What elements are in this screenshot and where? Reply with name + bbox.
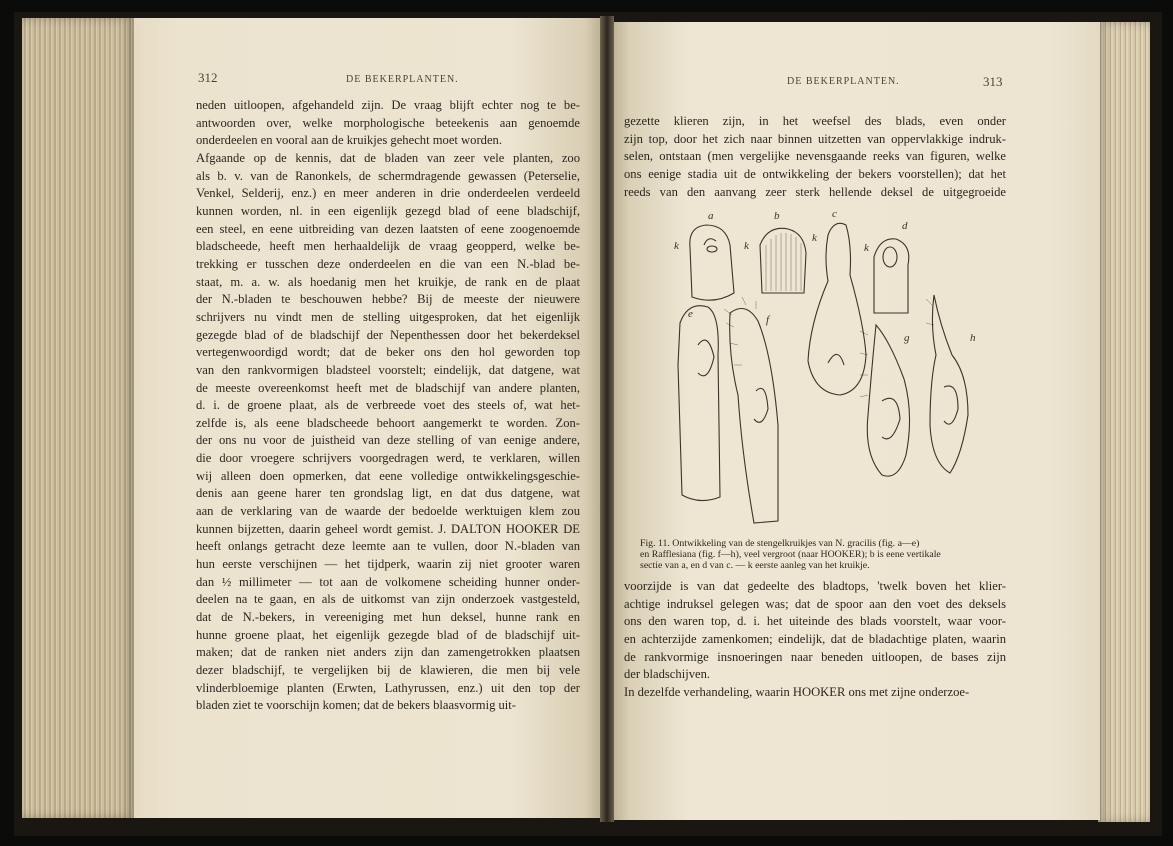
text-line: voorzijde is van dat gedeelte des bladtops, 'twelk boven het klier- <box>624 579 1006 593</box>
text-line: ons eenige stadia uit de ontwikkeling der bekers voorstellen); dat het <box>624 166 1006 181</box>
text-line: denis aan geene harer ten grondslag ligt, en dat dus datgene, wat <box>196 486 580 501</box>
right-running-head: DE BEKERPLANTEN. <box>787 76 900 87</box>
text-line: die door vroegere schrijvers voorgedragen werd, te verklaren, willen <box>196 451 580 466</box>
right-body-text-bottom <box>624 578 1006 702</box>
text-line: staat, m. a. w. als hoedanig men het kruikje, de rank en de plaat <box>196 274 580 289</box>
text-line: de meeste overeenkomst heeft met de bladschijf van andere planten, <box>196 380 580 395</box>
text-line: vlinderbloemige planten (Erwten, Lathyrussen, enz.) uit den top der <box>196 680 580 695</box>
text-line: wij alleen doen opmerken, dat eene volledige ontwikkelingsgeschie- <box>196 468 580 483</box>
text-line: kunnen worden, nl. in een eigenlijk gezegd blad of eene bladschijf, <box>196 203 580 218</box>
text-line: bladen ziet te voorschijn komen; dat de bekers blaasvormig uit- <box>196 698 516 713</box>
text-line: heeft onlangs getracht deze leemte aan te vullen, door N.-bladen van <box>196 539 580 554</box>
text-line: d. i. de groene plaat, als de verbreede voet des steels of, wat het- <box>196 398 580 413</box>
fig-label-a: a <box>708 210 714 222</box>
text-line: als b. v. van de Ranonkels, de schermdragende gewassen (Peterselie, <box>196 168 580 183</box>
fig-f-shape <box>730 309 778 524</box>
fig-h-shape <box>930 295 968 473</box>
fig-label-f: f <box>766 314 770 326</box>
left-body-text <box>196 97 580 715</box>
fig-a-shape <box>690 225 734 300</box>
text-line: In dezelfde verhandeling, waarin HOOKER ons met zijne onderzoe- <box>624 684 970 699</box>
fig-b-shape <box>760 228 806 293</box>
fig-label-g: g <box>904 332 910 344</box>
text-line: der bladschijven. <box>624 667 711 682</box>
text-line: deelen na te gaan, en als de uitkomst van zijn onderzoek vastgesteld, <box>196 592 580 607</box>
text-line: antwoorden over, welke morphologische beteekenis aan genoemde <box>196 115 580 130</box>
fig-g-detail <box>882 398 900 439</box>
fig-label-d: d <box>902 220 908 232</box>
text-line: ons den waren top, d. i. het uiteinde des blads voorstelt, waar voor- <box>624 614 1006 629</box>
text-line: maken; dat de ranken niet anders zijn dan zamengetrokken plaatsen <box>196 645 580 660</box>
text-line: gezette klieren zijn, in het weefsel des blads, even onder <box>624 114 1006 128</box>
fig-label-h: h <box>970 332 976 344</box>
right-page-number: 313 <box>983 74 1003 89</box>
text-line: Afgaande op de kennis, dat de bladen van zeer vele planten, zoo <box>196 150 580 165</box>
figure-caption <box>640 538 1000 572</box>
text-line: der ons nu voor de juistheid van deze stelling of van eenige andere, <box>196 433 580 448</box>
fig-g-shape <box>867 325 909 476</box>
text-line: bladscheede, heeft men herhaaldelijk de vraag geopperd, welke be- <box>196 239 580 254</box>
text-line: schrijvers nu vindt men de stelling uitgesproken, dat het eigenlijk <box>196 309 580 324</box>
fig-label-k1: k <box>674 240 679 252</box>
text-line: de rankvormige insnoeringen naar beneden uitloopen, de bases zijn <box>624 649 1006 664</box>
fig-d-shape <box>874 239 909 313</box>
text-line: selen, ontstaan (men vergelijke nevensgaande reeks van figuren, welke <box>624 149 1006 164</box>
fig-label-k2: k <box>744 240 749 252</box>
text-line: hun eerste verschijnen — het tijdperk, waarin zij niet grooter waren <box>196 557 580 572</box>
text-line: dat de N.-bekers, in vereeniging met hun deksel, hunne rank en <box>196 610 580 625</box>
text-line: reeds van den aanvang zeer sterk hellende deksel de uitgegroeide <box>624 184 1006 199</box>
fig-c-detail <box>828 354 844 365</box>
text-line: dan ½ millimeter — tot aan de volkomene scheiding hunner onder- <box>196 574 580 589</box>
page-edges-right <box>1098 22 1150 822</box>
fig-label-b: b <box>774 210 780 222</box>
fig-d-opening <box>883 247 897 267</box>
text-line: Fig. 11. Ontwikkeling van de stengelkruikjes van N. gracilis (fig. a—e) <box>640 538 920 549</box>
fig-h-detail <box>944 386 958 424</box>
text-line: dezer bladschijf, te vergelijken bij de klawieren, die men bij vele <box>196 663 580 677</box>
right-body-text-top <box>624 113 1006 201</box>
text-line: en Rafflesiana (fig. f—h), veel vergroot (naar HOOKER); b is eene vertikale <box>640 549 941 561</box>
left-running-head: DE BEKERPLANTEN. <box>346 74 459 85</box>
fig-a-opening <box>707 246 717 252</box>
text-line: zelfde is, als eene bladscheede behoort aangemerkt te worden. Zon- <box>196 415 580 430</box>
fig-label-k3: k <box>812 232 817 244</box>
text-line: onderdeelen en vooral aan de kruikjes gehecht moet worden. <box>196 133 502 148</box>
fig-label-k4: k <box>864 242 869 254</box>
text-line: hunne groene plaat, het eigenlijk gezegde blad of de bladschijf uit- <box>196 627 580 642</box>
text-line: vertegenwoordigd wordt; dat de beker ons den hol geworden top <box>196 345 580 360</box>
text-line: Venkel, Selderij, enz.) en meer anderen in drie onderdeelen verdeeld <box>196 186 580 201</box>
text-line: zijn top, door het zich naar binnen uitzetten van oppervlakkige indruk- <box>624 131 1006 146</box>
text-line: aan de verklaring van de waarde der bedoelde werktuigen klem zou <box>196 504 580 519</box>
figure-illustration <box>668 205 1008 532</box>
fig-c-shape <box>808 223 866 395</box>
text-line: van den rankvormigen bladsteel voorstelt; eindelijk, dat datgene, wat <box>196 362 580 377</box>
text-line: der N.-bladen te beschouwen hebbe? Bij de meeste der nieuwere <box>196 292 580 307</box>
fig-label-e: e <box>688 308 693 320</box>
text-line: sectie van a, en d van c. — k eerste aanleg van het kruikje. <box>640 560 870 572</box>
fig-f-detail <box>754 388 768 422</box>
book-gutter <box>600 16 614 822</box>
text-line: achtige indruksel gelegen was; dat de spoor aan den voet des deksels <box>624 596 1006 611</box>
left-page-number: 312 <box>198 70 218 85</box>
pitcher-development-figure <box>668 205 1008 532</box>
text-line: gezegde blad of de bladschijf der Nepenthessen door het bekerdeksel <box>196 327 580 342</box>
fig-e-shape <box>678 306 720 501</box>
fig-e-detail <box>698 340 714 376</box>
fig-label-c: c <box>832 208 837 220</box>
text-line: neden uitloopen, afgehandeld zijn. De vraag blijft echter nog te be- <box>196 98 580 112</box>
text-line: en achterzijde zamenkomen; eindelijk, dat de bladachtige platen, waarin <box>624 631 1006 646</box>
page-edges-left <box>22 18 134 818</box>
fig-a-detail <box>704 239 716 245</box>
text-line: kunnen bijzetten, daarin geheel wordt gemist. J. DALTON HOOKER DE <box>196 521 580 536</box>
text-line: trekking er tusschen deze onderdeelen en die van een N.-blad be- <box>196 256 580 271</box>
text-line: een steel, en eene uitbreiding van dezen laatsten of eene zoogenoemde <box>196 221 580 236</box>
